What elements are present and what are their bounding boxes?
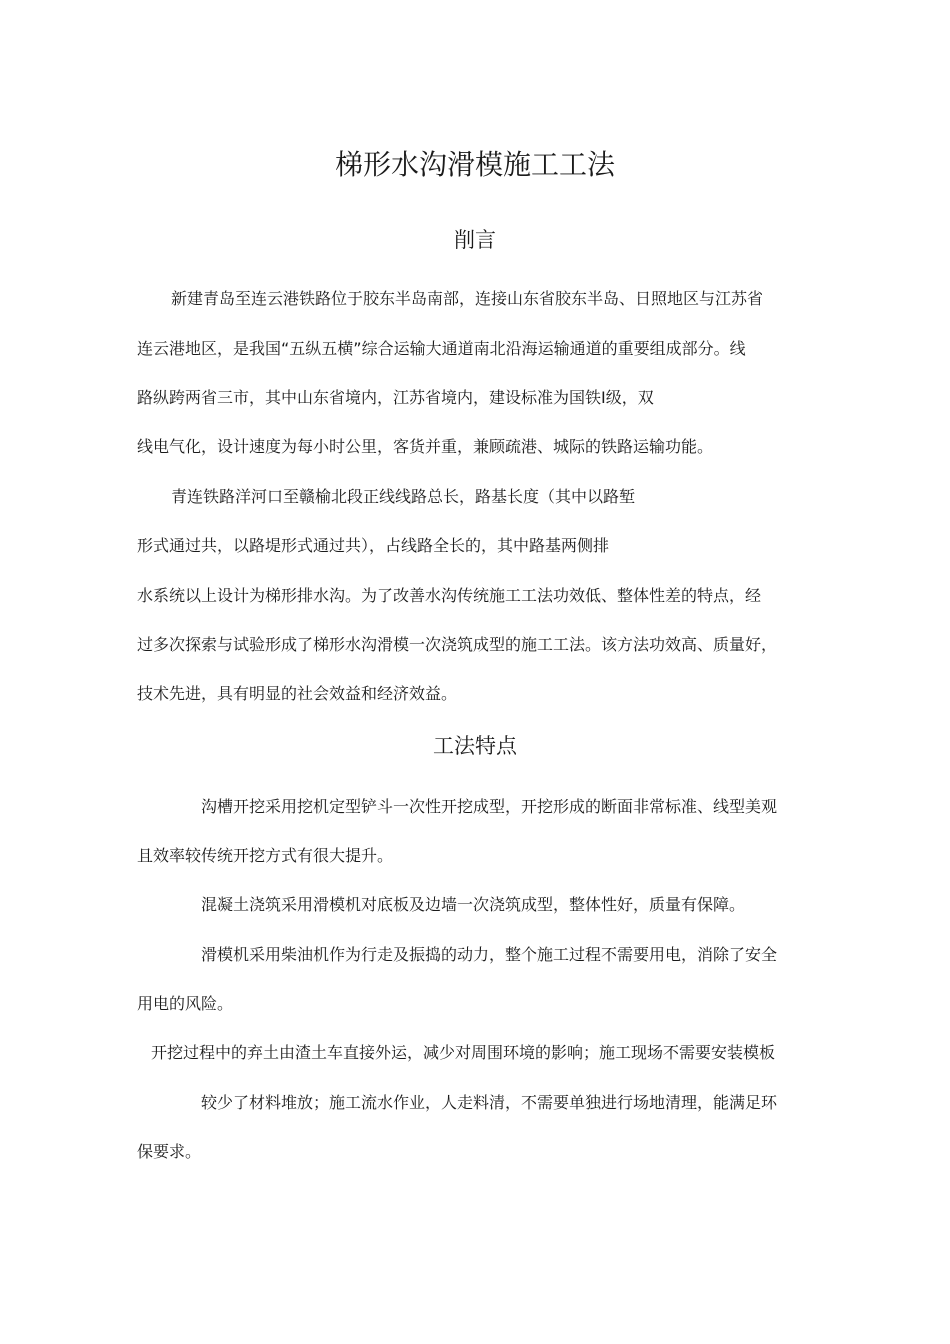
section-heading-preface: 削言: [454, 228, 496, 252]
preface-line-8: 过多次探索与试验形成了梯形水沟滑模一次浇筑成型的施工工法。该方法功效高、质量好，: [137, 635, 778, 654]
preface-line-1: 新建青岛至连云港铁路位于胶东半岛南部，连接山东省胶东半岛、日照地区与江苏省: [171, 289, 764, 308]
preface-line-7: 水系统以上设计为梯形排水沟。为了改善水沟传统施工工法功效低、整体性差的特点，经: [137, 586, 762, 605]
features-line-7: 较少了材料堆放；施工流水作业，人走料清，不需要单独进行场地清理，能满足环: [201, 1093, 778, 1112]
preface-line-4: 线电气化，设计速度为每小时公里，客货并重，兼顾疏港、城际的铁路运输功能。: [137, 437, 714, 456]
features-line-5: 用电的风险。: [137, 994, 234, 1013]
preface-line-2: 连云港地区，是我国“五纵五横”综合运输大通道南北沿海运输通道的重要组成部分。线: [137, 339, 746, 358]
preface-line-6: 形式通过共，以路堤形式通过共），占线路全长的，其中路基两侧排: [137, 536, 610, 555]
features-line-2: 且效率较传统开挖方式有很大提升。: [137, 846, 394, 865]
features-line-8: 保要求。: [137, 1142, 202, 1161]
features-line-6: 开挖过程中的弃土由渣土车直接外运，减少对周围环境的影响；施工现场不需要安装模板: [151, 1043, 776, 1062]
features-line-1: 沟槽开挖采用挖机定型铲斗一次性开挖成型，开挖形成的断面非常标准、线型美观: [201, 797, 778, 816]
preface-line-9: 技术先进，具有明显的社会效益和经济效益。: [137, 684, 458, 703]
preface-line-5: 青连铁路洋河口至赣榆北段正线线路总长，路基长度（其中以路堑: [171, 487, 636, 506]
features-line-3: 混凝土浇筑采用滑模机对底板及边墙一次浇筑成型，整体性好，质量有保障。: [201, 895, 746, 914]
document-title: 梯形水沟滑模施工工法: [334, 148, 615, 181]
preface-line-3: 路纵跨两省三市，其中山东省境内，江苏省境内，建设标准为国铁Ⅰ级，双: [137, 388, 654, 407]
section-heading-features: 工法特点: [433, 734, 517, 758]
features-line-4: 滑模机采用柴油机作为行走及振捣的动力，整个施工过程不需要用电，消除了安全: [201, 945, 778, 964]
